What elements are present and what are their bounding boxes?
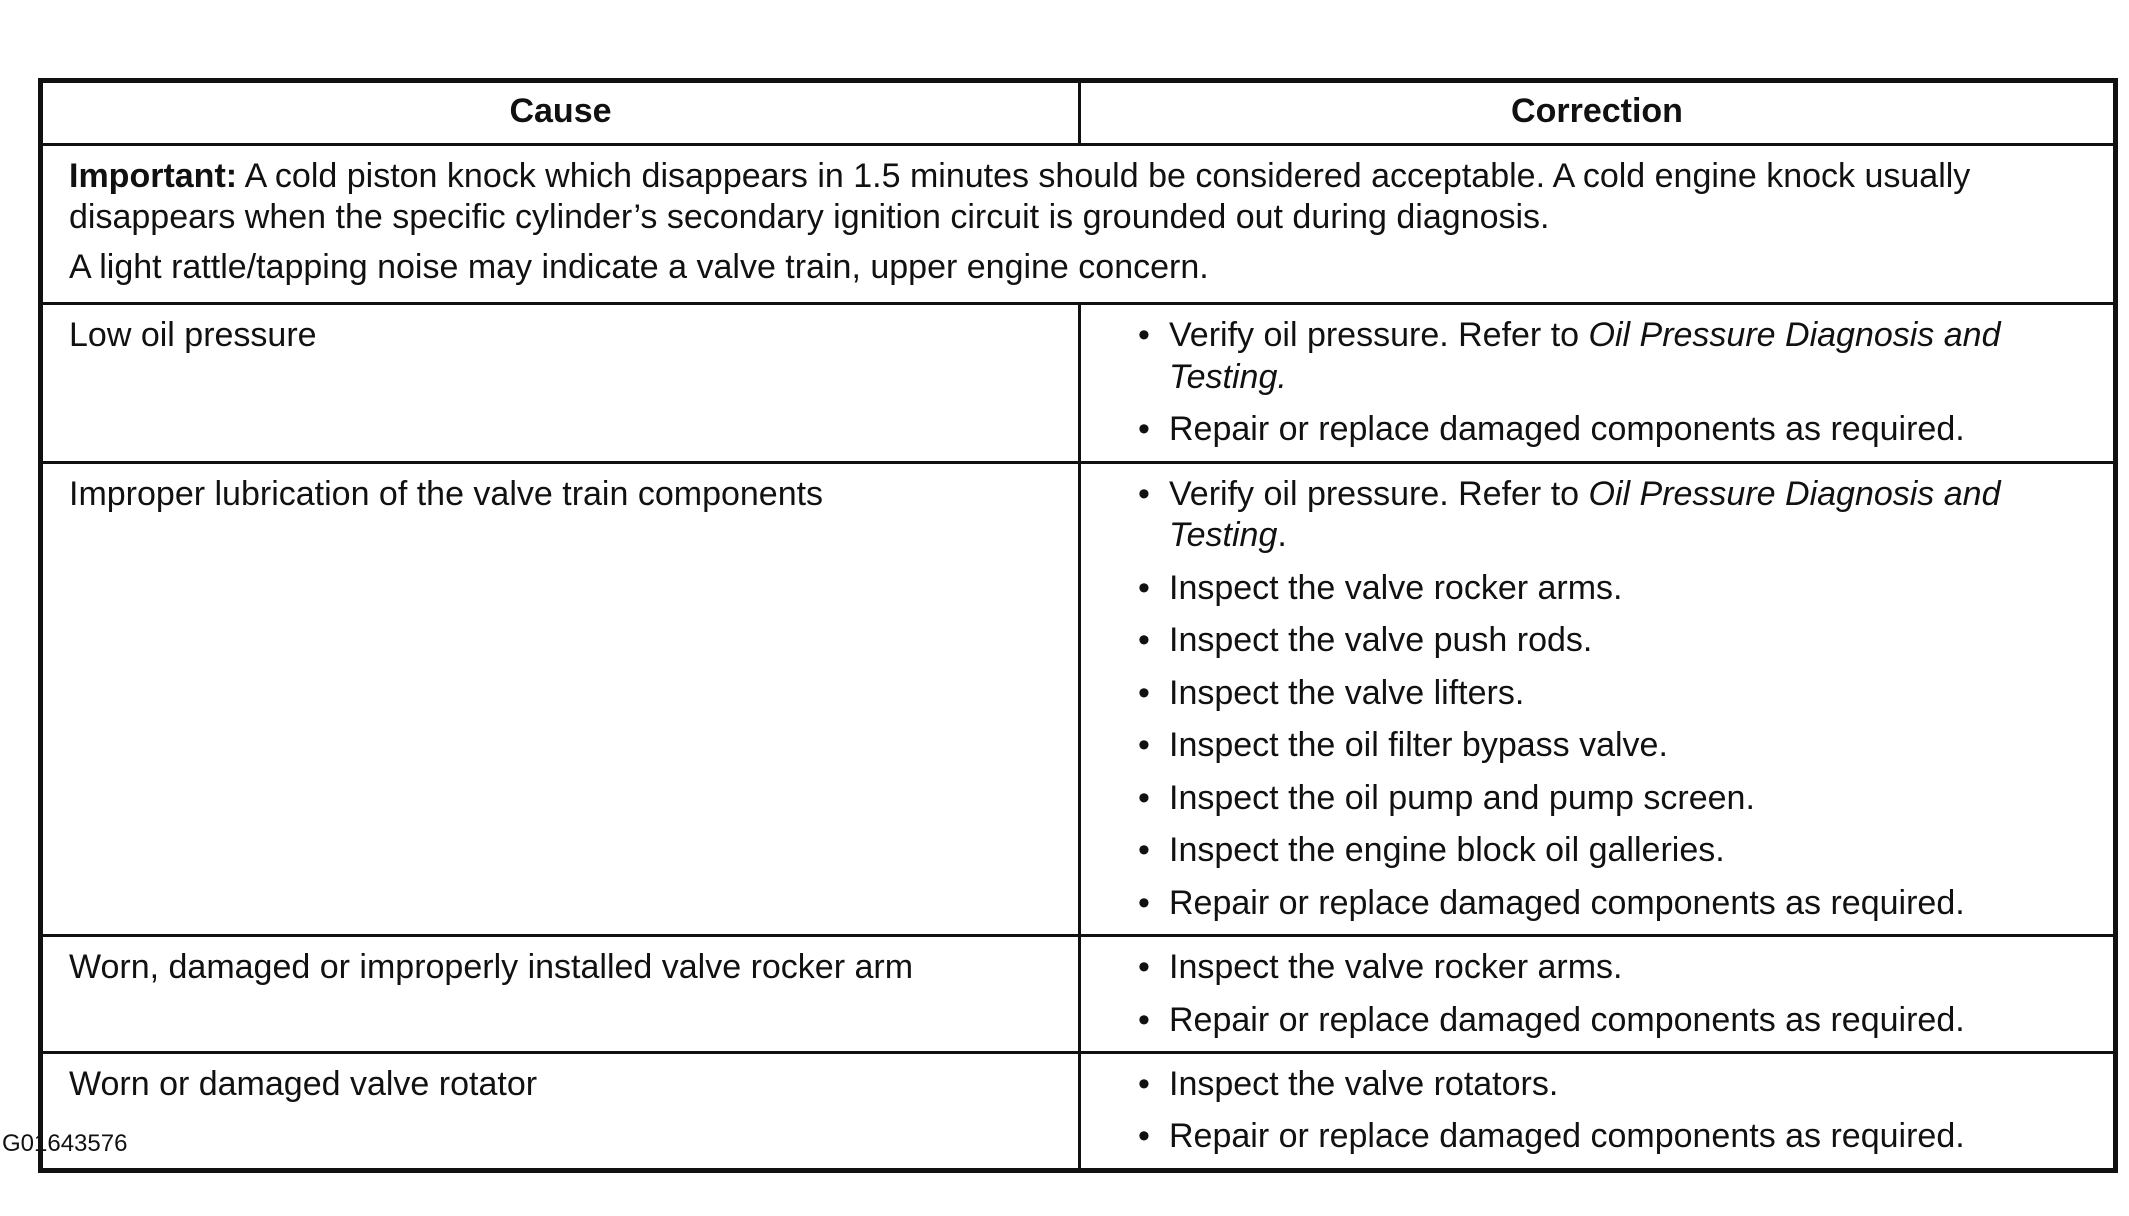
correction-item <box>1133 1064 2093 1105</box>
correction-text: Repair or replace damaged components as required. <box>1169 883 1965 922</box>
bullet-icon: • <box>1138 568 1150 607</box>
cause-cell: Worn, damaged or improperly installed valve rocker arm <box>41 936 1080 1053</box>
table-row <box>41 936 2116 1053</box>
figure-id: G01643576 <box>2 1130 128 1157</box>
correction-item <box>1133 1116 2093 1157</box>
bullet-icon: • <box>1138 1117 1150 1156</box>
correction-text: Inspect the valve rocker arms. <box>1169 948 1623 987</box>
correction-text: Verify oil pressure. Refer to <box>1169 474 1589 513</box>
correction-item <box>1133 830 2093 871</box>
correction-text: Inspect the valve lifters. <box>1169 673 1525 712</box>
bullet-icon: • <box>1138 726 1150 765</box>
table-row <box>41 462 2116 935</box>
correction-text: Repair or replace damaged components as required. <box>1169 1117 1965 1156</box>
correction-item <box>1133 568 2093 609</box>
bullet-icon: • <box>1138 1000 1150 1039</box>
correction-item <box>1133 474 2093 557</box>
correction-item <box>1133 883 2093 924</box>
bullet-icon: • <box>1138 831 1150 870</box>
cause-cell: Improper lubrication of the valve train components <box>41 462 1080 935</box>
bullet-icon: • <box>1138 673 1150 712</box>
correction-item <box>1133 947 2093 988</box>
correction-item <box>1133 315 2093 398</box>
correction-cell <box>1080 304 2116 462</box>
correction-text: Repair or replace damaged components as required. <box>1169 1000 1965 1039</box>
correction-list <box>1133 474 2093 924</box>
correction-text: Inspect the valve rocker arms. <box>1169 568 1623 607</box>
bullet-icon: • <box>1138 621 1150 660</box>
correction-item <box>1133 1000 2093 1041</box>
correction-text: Inspect the oil filter bypass valve. <box>1169 726 1668 765</box>
correction-text: Inspect the valve rotators. <box>1169 1064 1559 1103</box>
correction-item <box>1133 725 2093 766</box>
bullet-icon: • <box>1138 316 1150 355</box>
bullet-icon: • <box>1138 948 1150 987</box>
note-row <box>41 145 2116 304</box>
table-row <box>41 304 2116 462</box>
cause-header: Cause <box>41 81 1080 145</box>
correction-item <box>1133 409 2093 450</box>
procedure-reference: Oil Pressure Diagnosis and Testing <box>1169 474 2001 555</box>
correction-list <box>1133 947 2093 1041</box>
cause-cell: Low oil pressure <box>41 304 1080 462</box>
bullet-icon: • <box>1138 474 1150 513</box>
correction-item <box>1133 673 2093 714</box>
correction-text: Inspect the engine block oil galleries. <box>1169 831 1725 870</box>
correction-cell <box>1080 1052 2116 1170</box>
bullet-icon: • <box>1138 778 1150 817</box>
note-paragraph <box>69 156 2087 239</box>
header-row <box>41 81 2116 145</box>
correction-text: Inspect the oil pump and pump screen. <box>1169 778 1755 817</box>
important-note <box>41 145 2116 304</box>
note-paragraph-2: A light rattle/tapping noise may indicate a valve train, upper engine concern. <box>69 247 1209 286</box>
correction-item <box>1133 620 2093 661</box>
correction-text: Repair or replace damaged components as required. <box>1169 410 1965 449</box>
correction-item <box>1133 778 2093 819</box>
note-text: A cold piston knock which disappears in 1.5 minutes should be considered acceptable. A cold engine knock usually disappears when the specific cylinder’s secondary ignition circuit is grounded out during diagnosis. <box>69 157 1971 237</box>
correction-text: Verify oil pressure. Refer to <box>1169 316 1589 355</box>
bullet-icon: • <box>1138 1064 1150 1103</box>
correction-cell <box>1080 462 2116 935</box>
correction-suffix: . <box>1277 516 1287 555</box>
note-label: Important: <box>69 157 238 195</box>
correction-list <box>1133 1064 2093 1158</box>
diagnosis-table <box>38 78 2118 1173</box>
correction-cell <box>1080 936 2116 1053</box>
cause-cell: Worn or damaged valve rotator <box>41 1052 1080 1170</box>
procedure-reference: Oil Pressure Diagnosis and Testing. <box>1169 316 2001 396</box>
correction-list <box>1133 315 2093 450</box>
bullet-icon: • <box>1138 410 1150 449</box>
correction-text: Inspect the valve push rods. <box>1169 621 1593 660</box>
correction-header: Correction <box>1080 81 2116 145</box>
table-row <box>41 1052 2116 1170</box>
bullet-icon: • <box>1138 883 1150 922</box>
